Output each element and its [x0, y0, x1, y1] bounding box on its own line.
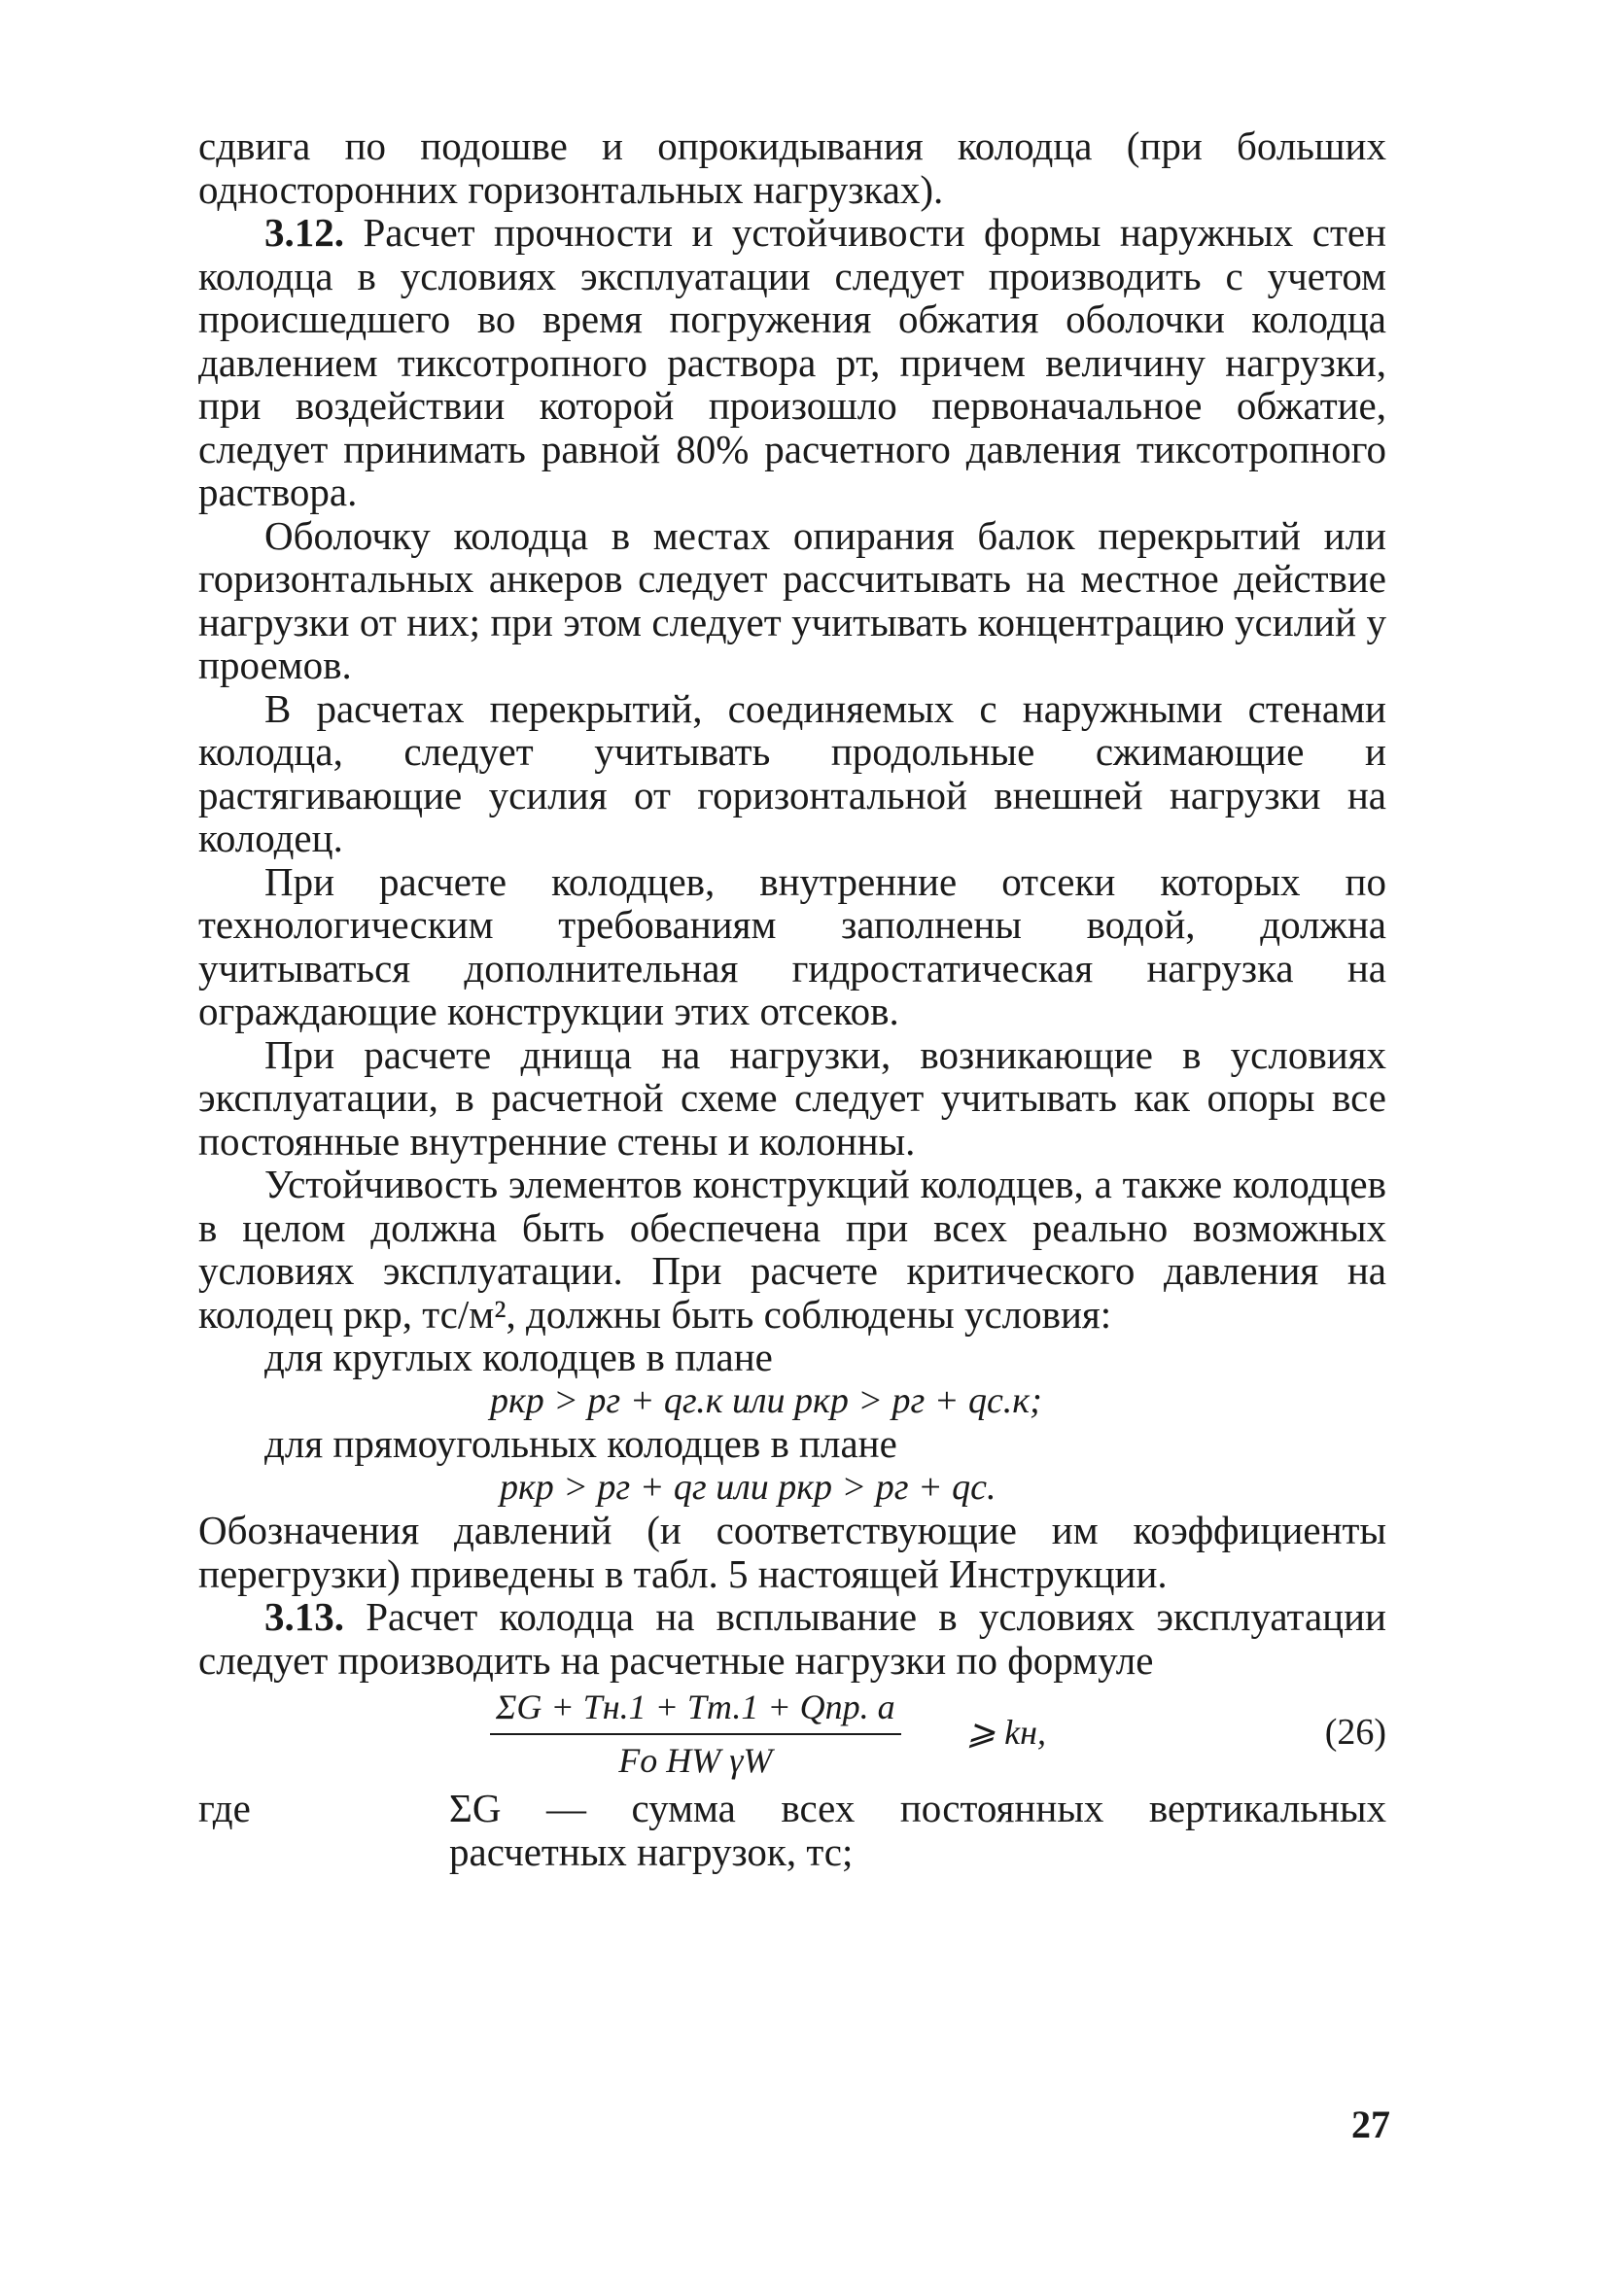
paragraph-stability: Устойчивость элементов конструкций колодцев, а также колодцев в целом должна быть обеспечена при всех реально возможных условиях эксплуатации. При расчете критического давления на колодец pкр, тс/м², должны быть соблюдены условия: — [198, 1162, 1386, 1337]
page-number: 27 — [1351, 2103, 1390, 2146]
formula-26 — [198, 1682, 1386, 1787]
formula-round: pкр > pг + qг.к или pкр > pг + qс.к; — [490, 1379, 1042, 1421]
paragraph-notation: Обозначения давлений (и соответствующие им коэффициенты перегрузки) приведены в табл. 5 настоящей Инструкции. — [198, 1508, 1386, 1596]
paragraph-shell-support: Оболочку колодца в местах опирания балок перекрытий или горизонтальных анкеров следует рассчитывать на местное действие нагрузки от них; при этом следует учитывать концентрацию усилий у проемов. — [198, 512, 1386, 687]
clause-text: Расчет колодца на всплывание в условиях эксплуатации следует производить на расчетные нагрузки по формуле — [198, 1594, 1386, 1683]
where-clause — [198, 1787, 1386, 1874]
where-label: где — [198, 1786, 251, 1830]
paragraph-3-13 — [198, 1595, 1386, 1682]
paragraph-rect-wells: для прямоугольных колодцев в плане — [264, 1421, 897, 1466]
fraction-denominator: Fо HW γW — [618, 1740, 773, 1780]
fraction-numerator: ΣG + Tн.1 + Tт.1 + Qпр. а — [490, 1686, 901, 1735]
clause-number: 3.12. — [264, 210, 344, 255]
paragraph-bottom-slab: При расчете днища на нагрузки, возникающие в условиях эксплуатации, в расчетной схеме следует учитывать как опоры все постоянные внутренние стены и колонны. — [198, 1031, 1386, 1164]
where-definition: ΣG — сумма всех постоянных вертикальных расчетных нагрузок, тс; — [449, 1786, 1386, 1874]
paragraph-round-wells: для круглых колодцев в плане — [264, 1335, 773, 1379]
fraction — [490, 1686, 901, 1782]
clause-text: Расчет прочности и устойчивости формы наружных стен колодца в условиях эксплуатации следует производить с учетом происшедшего во время погружения обжатия оболочки колодца давлением тиксотропного раствора pт, причем величину нагрузки, при воздействии которой произошло первоначальное обжатие, следует принимать равной 80% расчетного давления тиксотропного раствора. — [198, 210, 1386, 514]
body-text — [198, 124, 1386, 1874]
clause-number: 3.13. — [264, 1594, 344, 1639]
fraction-comparison: ⩾ kн, — [966, 1713, 1047, 1752]
paragraph-continuation: сдвига по подошве и опрокидывания колодца (при больших односторонних горизонтальных нагрузках). — [198, 123, 1386, 212]
formula-rect: pкр > pг + qг или pкр > pг + qс. — [500, 1466, 996, 1508]
equation-number: (26) — [1324, 1712, 1386, 1753]
paragraph-3-12 — [198, 211, 1386, 514]
paragraph-floor-calc: В расчетах перекрытий, соединяемых с наружными стенами колодца, следует учитывать продольные сжимающие и растягивающие усилия от горизонтальной внешней нагрузки на колодец. — [198, 685, 1386, 860]
paragraph-compartments: При расчете колодцев, внутренние отсеки которых по технологическим требованиям заполнены водой, должна учитываться дополнительная гидростатическая нагрузка на ограждающие конструкции этих отсеков. — [198, 858, 1386, 1033]
